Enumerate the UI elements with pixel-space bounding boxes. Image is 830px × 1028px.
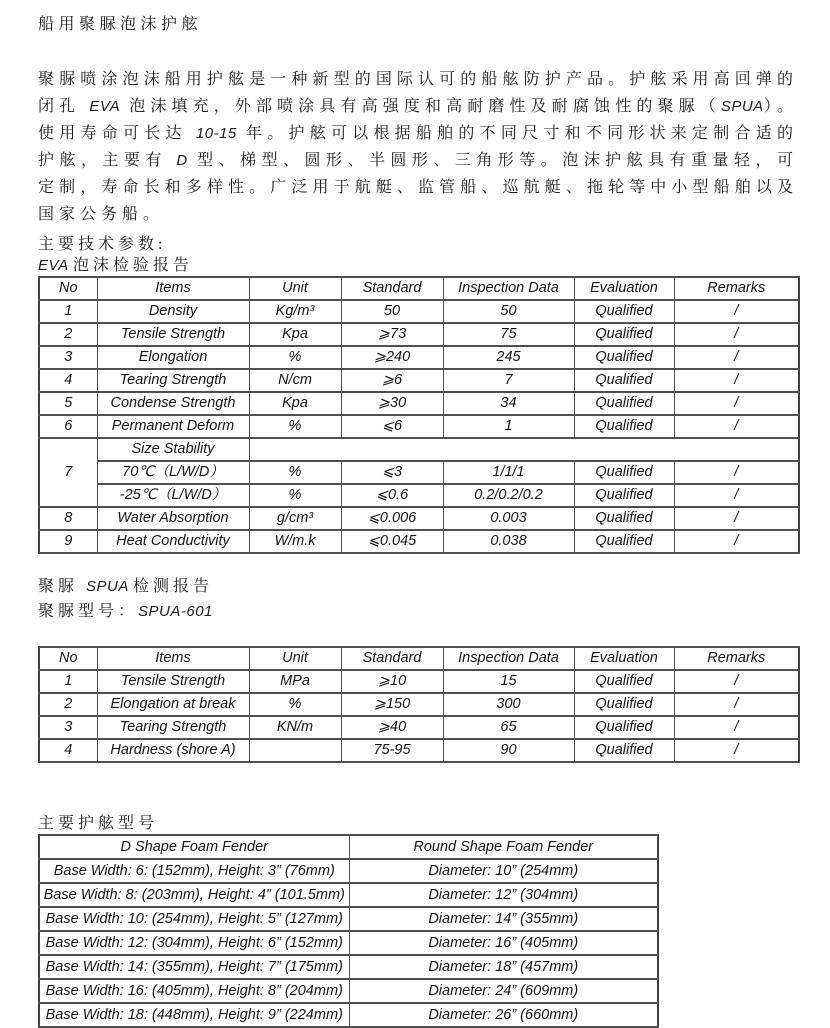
eva-table-cell: 1 (39, 300, 97, 323)
fender-table-cell: Diameter: 14” (355mm) (349, 907, 658, 931)
eva-report-heading-latin: EVA (38, 257, 73, 274)
fender-table-cell: Base Width: 6: (152mm), Height: 3” (76mm) (39, 859, 349, 883)
spua-table-cell: / (674, 739, 799, 762)
spua-table-cell: / (674, 693, 799, 716)
eva-table-cell: ⩽3 (341, 461, 443, 484)
fender-table-row (39, 931, 658, 955)
spua-report-heading-suffix: 检测报告 (132, 578, 213, 595)
eva-table-cell: Qualified (574, 461, 674, 484)
spua-table-cell: 2 (39, 693, 97, 716)
spua-table-cell: 90 (443, 739, 574, 762)
spua-model-label: 聚脲型号： (38, 603, 139, 620)
eva-table-cell: 9 (39, 530, 97, 553)
eva-table-cell: Qualified (574, 392, 674, 415)
page-title: 船用聚脲泡沫护舷 (38, 16, 203, 33)
eva-table-row (39, 507, 799, 530)
fender-table-cell: Diameter: 16” (405mm) (349, 931, 658, 955)
eva-table-cell: 50 (443, 300, 574, 323)
eva-table-cell: Qualified (574, 415, 674, 438)
eva-table-cell: Kg/m³ (249, 300, 341, 323)
eva-table-cell: ⩾73 (341, 323, 443, 346)
spua-table-cell: 4 (39, 739, 97, 762)
eva-table-header-cell: Inspection Data (443, 277, 574, 300)
spua-table-header-cell: Unit (249, 647, 341, 670)
fender-table-row (39, 955, 658, 979)
spua-table-cell: Qualified (574, 716, 674, 739)
eva-table-header-cell: Standard (341, 277, 443, 300)
spua-model-line (38, 602, 798, 621)
eva-table-header-cell: Items (97, 277, 249, 300)
fender-table-row (39, 907, 658, 931)
fender-table-cell: Diameter: 12” (304mm) (349, 883, 658, 907)
spua-table-cell: 1 (39, 670, 97, 693)
spua-table-cell: Qualified (574, 739, 674, 762)
intro-paragraph (38, 66, 798, 228)
intro-cjk-text: 年。护舷可以根据船舶的不同尺寸和不同形状来定制合适的护舷，主要有 (38, 125, 798, 169)
eva-table-cell: Qualified (574, 300, 674, 323)
eva-table-cell: / (674, 369, 799, 392)
eva-table-cell: Qualified (574, 323, 674, 346)
fender-table-row (39, 883, 658, 907)
eva-table-group-no-cell: 7 (39, 438, 97, 507)
spua-table-cell: Qualified (574, 693, 674, 716)
fender-table-cell: Base Width: 10: (254mm), Height: 5” (127mm) (39, 907, 349, 931)
eva-table-cell: 75 (443, 323, 574, 346)
eva-table-cell: 7 (443, 369, 574, 392)
fender-table-cell: Base Width: 14: (355mm), Height: 7” (175mm) (39, 955, 349, 979)
eva-table-group-sub-row (39, 484, 799, 507)
intro-latin-text: EVA (89, 98, 121, 115)
eva-table-cell: Qualified (574, 484, 674, 507)
eva-table-cell: 1/1/1 (443, 461, 574, 484)
spua-report-table (38, 646, 800, 763)
eva-table-cell: Density (97, 300, 249, 323)
fender-table-row (39, 979, 658, 1003)
eva-table-cell: 0.038 (443, 530, 574, 553)
eva-table-cell: / (674, 300, 799, 323)
eva-table-cell: % (249, 461, 341, 484)
eva-table-cell: % (249, 415, 341, 438)
spua-report-heading-prefix: 聚脲 (38, 578, 87, 595)
eva-table-row (39, 323, 799, 346)
eva-table-cell: 245 (443, 346, 574, 369)
eva-table-cell: 5 (39, 392, 97, 415)
fender-models-heading: 主要护舷型号 (38, 815, 159, 832)
spua-report-heading (38, 577, 798, 596)
spua-table-cell: 65 (443, 716, 574, 739)
eva-table-cell: / (674, 484, 799, 507)
fender-table-cell: Diameter: 26” (660mm) (349, 1003, 658, 1027)
spua-table-cell (249, 739, 341, 762)
spua-table-header-cell: No (39, 647, 97, 670)
eva-table-cell: 4 (39, 369, 97, 392)
eva-table-row (39, 392, 799, 415)
eva-table-cell: / (674, 507, 799, 530)
eva-table-cell: Kpa (249, 392, 341, 415)
eva-table-group-empty-cell (249, 438, 799, 461)
eva-table-cell: Qualified (574, 346, 674, 369)
spua-table-cell: MPa (249, 670, 341, 693)
eva-table-cell: Kpa (249, 323, 341, 346)
spua-table-header-cell: Items (97, 647, 249, 670)
spua-table-cell: 75-95 (341, 739, 443, 762)
eva-table-row (39, 530, 799, 553)
fender-table-cell: Diameter: 10” (254mm) (349, 859, 658, 883)
intro-cjk-text: 聚脲喷涂泡沫船用护舷是一种新型的国际认可的船舷防护产品。护舷采用高回弹的闭孔 (38, 71, 798, 115)
eva-table-cell: Qualified (574, 530, 674, 553)
spua-table-row (39, 693, 799, 716)
spua-table-cell: / (674, 670, 799, 693)
eva-table-cell: N/cm (249, 369, 341, 392)
spua-table-cell: 300 (443, 693, 574, 716)
eva-foam-report-table (38, 276, 800, 554)
spua-table-row (39, 739, 799, 762)
eva-table-cell: Tearing Strength (97, 369, 249, 392)
eva-table-header-cell: No (39, 277, 97, 300)
intro-latin-text: D (176, 152, 188, 169)
eva-table-cell: Water Absorption (97, 507, 249, 530)
eva-table-cell: g/cm³ (249, 507, 341, 530)
eva-report-heading-cjk: 泡沫检验报告 (72, 257, 193, 274)
eva-table-cell: / (674, 346, 799, 369)
spua-table-cell: ⩾150 (341, 693, 443, 716)
eva-table-cell: / (674, 392, 799, 415)
fender-table-cell: Base Width: 18: (448mm), Height: 9” (224mm) (39, 1003, 349, 1027)
eva-table-cell: / (674, 415, 799, 438)
spua-report-heading-latin: SPUA (86, 578, 133, 595)
eva-table-cell: 34 (443, 392, 574, 415)
eva-table-cell: ⩽0.045 (341, 530, 443, 553)
eva-table-header-row (39, 277, 799, 300)
eva-table-cell: Heat Conductivity (97, 530, 249, 553)
spua-table-cell: ⩾10 (341, 670, 443, 693)
spua-table-header-cell: Standard (341, 647, 443, 670)
spua-table-cell: % (249, 693, 341, 716)
spua-table-row (39, 670, 799, 693)
fender-table-row (39, 859, 658, 883)
intro-cjk-text: ）。使用寿命可长达 (38, 98, 798, 142)
spua-table-cell: Qualified (574, 670, 674, 693)
eva-table-cell: Qualified (574, 369, 674, 392)
fender-table-header-cell: D Shape Foam Fender (39, 835, 349, 859)
eva-table-cell: ⩽6 (341, 415, 443, 438)
fender-table-cell: Base Width: 8: (203mm), Height: 4” (101.5mm) (39, 883, 349, 907)
eva-table-cell: 2 (39, 323, 97, 346)
eva-table-cell: Permanent Deform (97, 415, 249, 438)
intro-cjk-text: 泡沫填充，外部喷涂具有高强度和高耐磨性及耐腐蚀性的聚脲（ (120, 98, 721, 115)
spua-table-header-cell: Remarks (674, 647, 799, 670)
eva-table-cell: ⩾30 (341, 392, 443, 415)
eva-table-row (39, 346, 799, 369)
tech-params-heading: 主要技术参数: (38, 236, 167, 253)
eva-table-cell: Elongation (97, 346, 249, 369)
eva-table-cell: % (249, 484, 341, 507)
eva-table-header-cell: Remarks (674, 277, 799, 300)
eva-table-cell: Qualified (574, 507, 674, 530)
eva-table-cell: 8 (39, 507, 97, 530)
eva-table-cell: -25℃（L/W/D） (97, 484, 249, 507)
fender-table-row (39, 1003, 658, 1027)
intro-latin-text: SPUA (720, 98, 764, 115)
spua-table-header-row (39, 647, 799, 670)
spua-table-cell: Elongation at break (97, 693, 249, 716)
eva-table-cell: 6 (39, 415, 97, 438)
fender-table-cell: Base Width: 12: (304mm), Height: 6” (152mm) (39, 931, 349, 955)
eva-table-group-title-cell: Size Stability (97, 438, 249, 461)
eva-table-cell: W/m.k (249, 530, 341, 553)
spua-table-cell: ⩾40 (341, 716, 443, 739)
eva-table-cell: 1 (443, 415, 574, 438)
eva-table-cell: ⩾240 (341, 346, 443, 369)
eva-table-cell: Condense Strength (97, 392, 249, 415)
eva-table-group-sub-row (39, 461, 799, 484)
eva-table-row (39, 300, 799, 323)
eva-table-header-cell: Evaluation (574, 277, 674, 300)
intro-latin-text: 10-15 (195, 125, 237, 142)
eva-table-cell: Tensile Strength (97, 323, 249, 346)
eva-table-cell: % (249, 346, 341, 369)
spua-table-cell: / (674, 716, 799, 739)
eva-table-cell: / (674, 323, 799, 346)
spua-table-cell: Hardness (shore A) (97, 739, 249, 762)
eva-table-cell: 70℃（L/W/D） (97, 461, 249, 484)
spua-table-row (39, 716, 799, 739)
eva-table-cell: ⩽0.6 (341, 484, 443, 507)
eva-table-cell: / (674, 461, 799, 484)
spua-table-cell: Tearing Strength (97, 716, 249, 739)
eva-report-heading (38, 256, 798, 275)
spua-table-cell: 3 (39, 716, 97, 739)
spua-table-cell: Tensile Strength (97, 670, 249, 693)
eva-table-cell: 3 (39, 346, 97, 369)
eva-table-cell: 50 (341, 300, 443, 323)
spua-table-header-cell: Inspection Data (443, 647, 574, 670)
eva-table-cell: / (674, 530, 799, 553)
eva-table-cell: 0.2/0.2/0.2 (443, 484, 574, 507)
fender-table-cell: Base Width: 16: (405mm), Height: 8” (204mm) (39, 979, 349, 1003)
fender-models-table (38, 834, 659, 1028)
spua-table-cell: KN/m (249, 716, 341, 739)
eva-table-header-cell: Unit (249, 277, 341, 300)
fender-table-header-cell: Round Shape Foam Fender (349, 835, 658, 859)
spua-table-header-cell: Evaluation (574, 647, 674, 670)
intro-cjk-text: 型、梯型、圆形、半圆形、三角形等。泡沫护舷具有重量轻，可定制，寿命长和多样性。广泛用于航艇、监管船、巡航艇、拖轮等中小型船舶以及国家公务船。 (38, 152, 798, 223)
eva-table-row (39, 415, 799, 438)
fender-table-cell: Diameter: 24” (609mm) (349, 979, 658, 1003)
eva-table-cell: ⩾6 (341, 369, 443, 392)
fender-table-cell: Diameter: 18” (457mm) (349, 955, 658, 979)
eva-table-cell: 0.003 (443, 507, 574, 530)
eva-table-cell: ⩽0.006 (341, 507, 443, 530)
eva-table-group-title-row (39, 438, 799, 461)
spua-table-cell: 15 (443, 670, 574, 693)
eva-table-row (39, 369, 799, 392)
spua-model-value: SPUA-601 (138, 603, 213, 620)
fender-table-header-row (39, 835, 658, 859)
